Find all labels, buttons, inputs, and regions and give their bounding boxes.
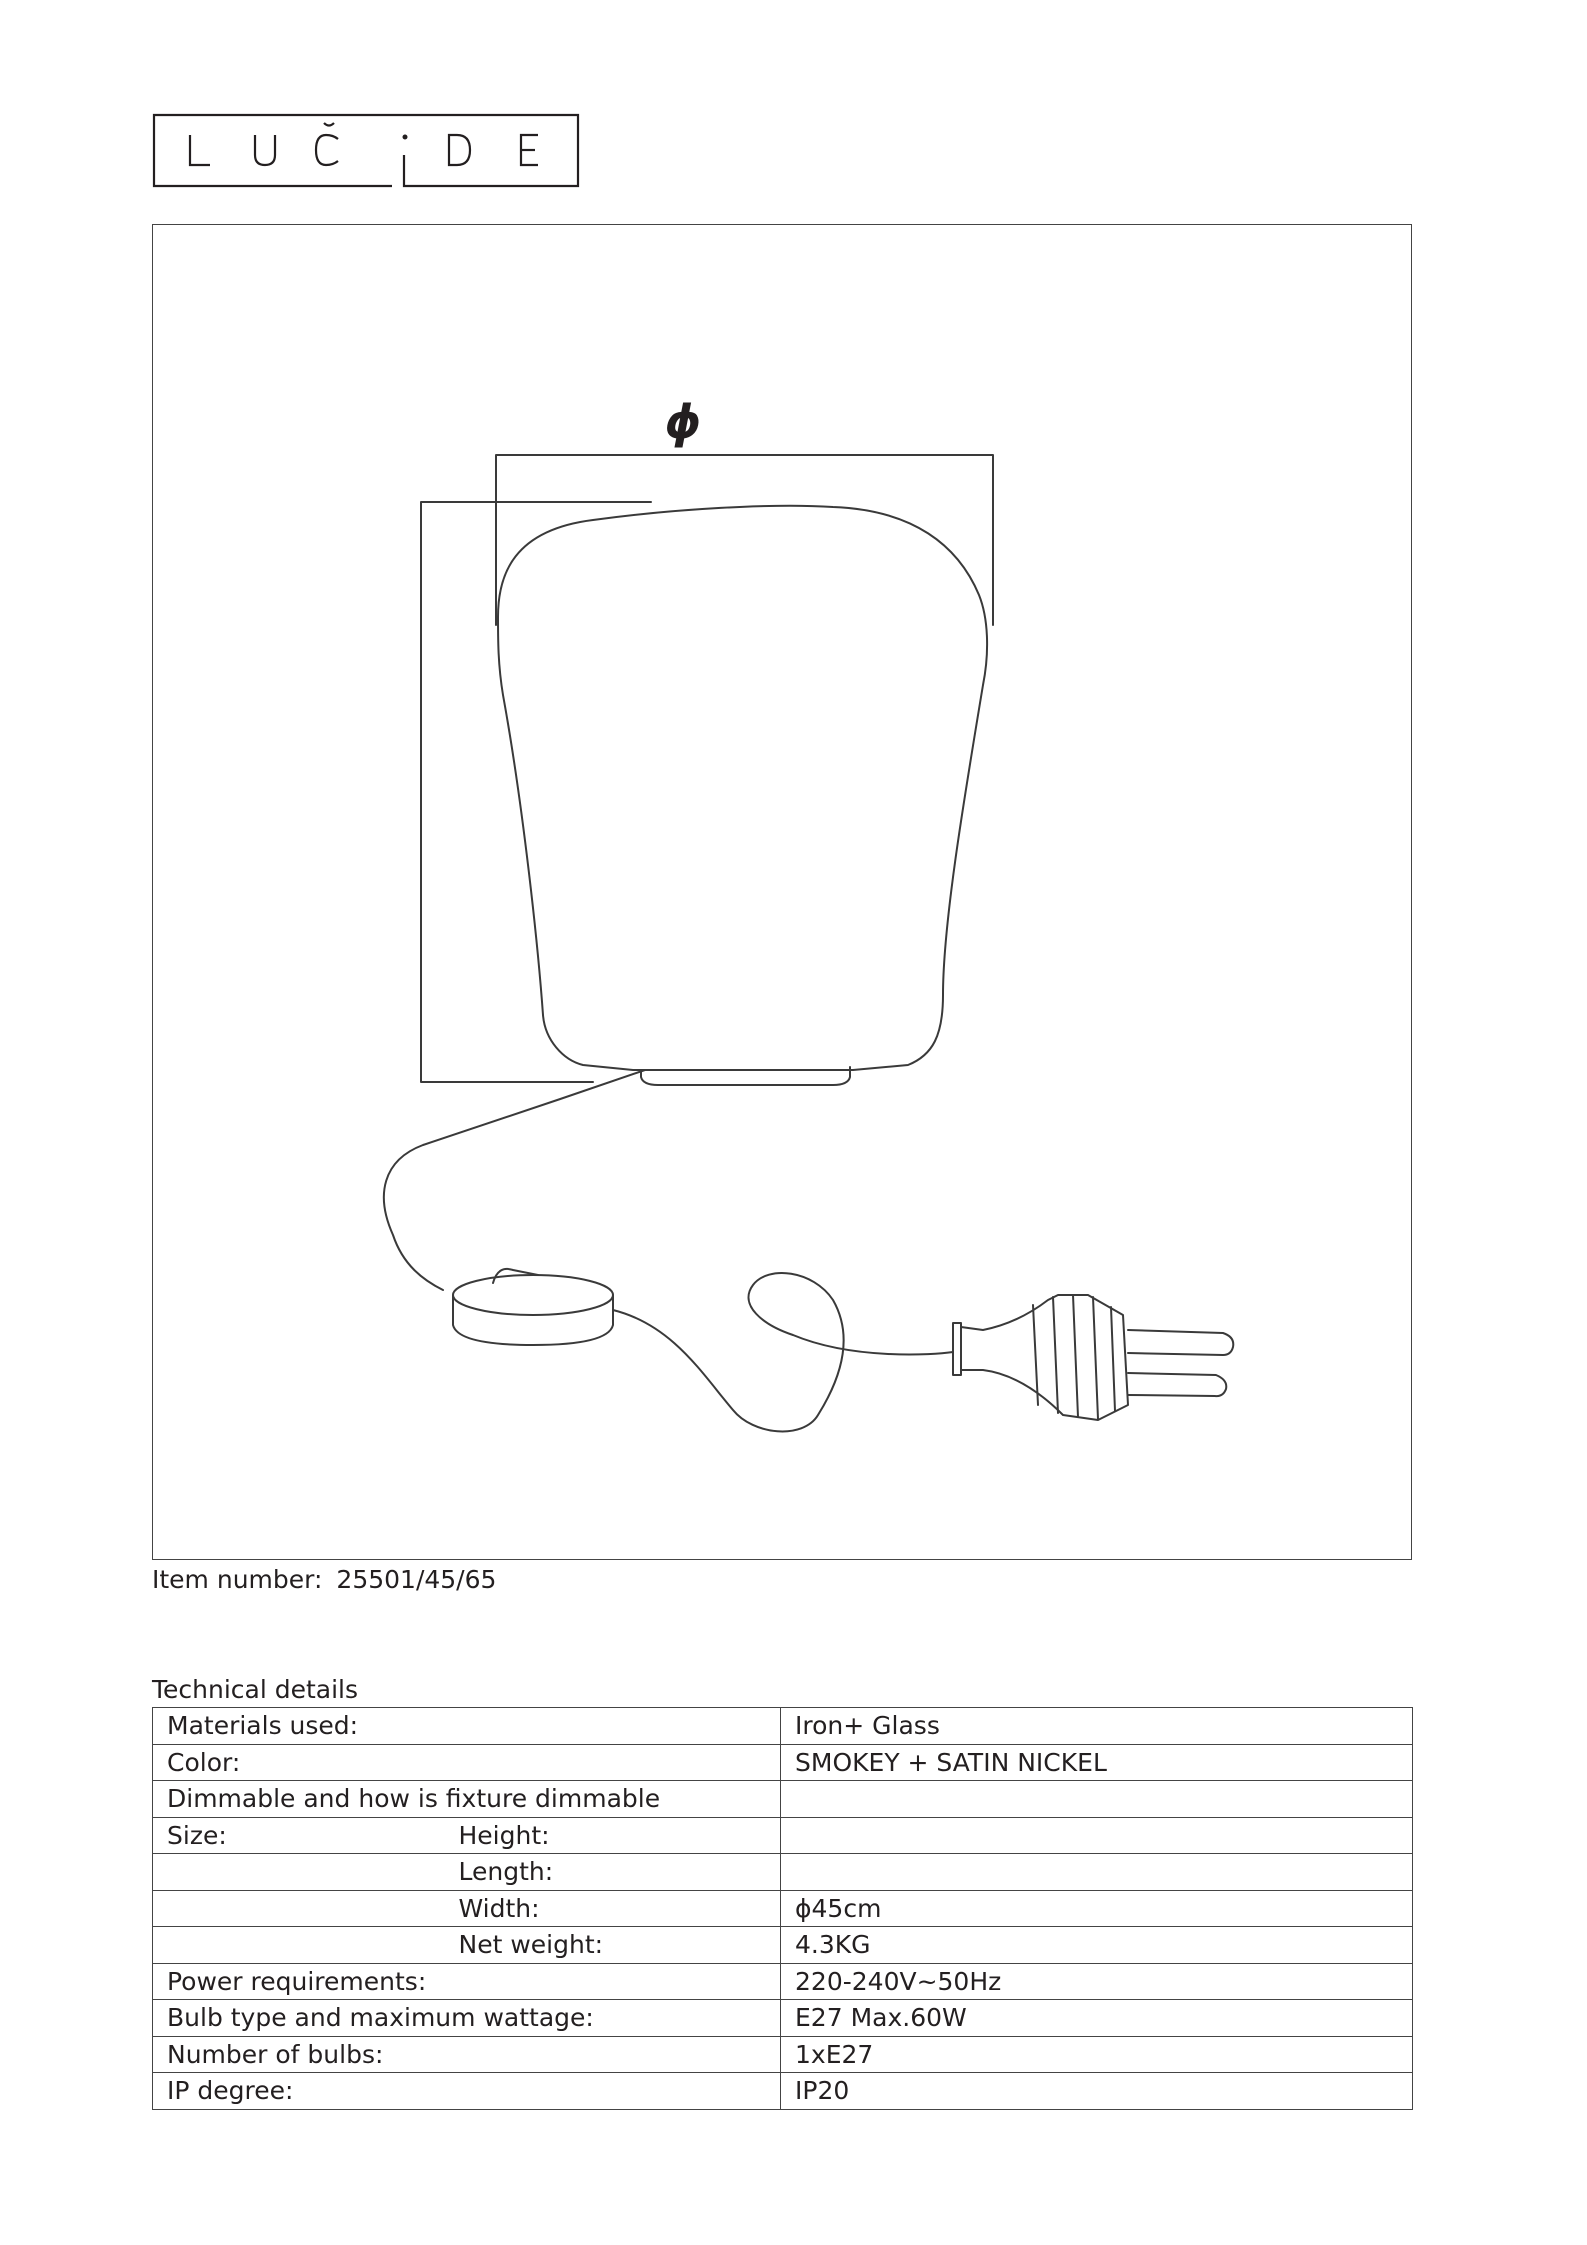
row-label: Number of bulbs: [153, 2036, 781, 2073]
row-label: Materials used: [153, 1708, 781, 1745]
height-dimension-line [421, 502, 651, 1082]
plug-body [953, 1323, 961, 1375]
table-row [153, 2073, 1413, 2110]
row-label: Bulb type and maximum wattage: [153, 2000, 781, 2037]
lucide-logo [152, 113, 580, 188]
table-row [153, 1708, 1413, 1745]
row-value: IP20 [781, 2073, 1413, 2110]
row-sublabel: Width: [459, 1890, 781, 1927]
table-row [153, 1817, 1413, 1854]
row-value: 4.3KG [781, 1927, 1413, 1964]
item-number-label: Item number: [152, 1565, 323, 1594]
row-value [781, 1781, 1413, 1818]
table-row [153, 1744, 1413, 1781]
width-dimension-line [496, 455, 993, 625]
technical-details-table [152, 1707, 1413, 2110]
row-label: Size: [153, 1817, 459, 1854]
item-number-line [152, 1563, 496, 1597]
table-row [153, 1854, 1413, 1891]
plug-pin-bottom [1128, 1373, 1226, 1396]
technical-details-caption: Technical details [152, 1675, 359, 1704]
row-value: 220-240V~50Hz [781, 1963, 1413, 2000]
row-value: E27 Max.60W [781, 2000, 1413, 2037]
row-value: Iron+ Glass [781, 1708, 1413, 1745]
row-label: IP degree: [153, 2073, 781, 2110]
table-row [153, 1781, 1413, 1818]
table-row [153, 1963, 1413, 2000]
diameter-symbol: ϕ [664, 395, 702, 449]
table-row [153, 2036, 1413, 2073]
table-row [153, 1890, 1413, 1927]
row-sublabel: Length: [459, 1854, 781, 1891]
row-label: Power requirements: [153, 1963, 781, 2000]
table-row [153, 2000, 1413, 2037]
row-label [153, 1890, 459, 1927]
row-sublabel: Net weight: [459, 1927, 781, 1964]
table-row [153, 1927, 1413, 1964]
row-value: ϕ45cm [781, 1890, 1413, 1927]
row-label: Color: [153, 1744, 781, 1781]
row-value: SMOKEY + SATIN NICKEL [781, 1744, 1413, 1781]
lamp-illustration [153, 225, 1413, 1561]
product-drawing [152, 224, 1412, 1560]
cable [384, 1070, 645, 1290]
row-value [781, 1817, 1413, 1854]
row-label: Dimmable and how is fixture dimmable [153, 1781, 781, 1818]
row-label [153, 1854, 459, 1891]
switch-body [453, 1275, 613, 1315]
lucide-logo-icon [152, 113, 580, 188]
plug-pin-top [1128, 1330, 1233, 1355]
item-number-value: 25501/45/65 [336, 1565, 497, 1594]
row-value: 1xE27 [781, 2036, 1413, 2073]
row-sublabel: Height: [459, 1817, 781, 1854]
lamp-shade [498, 506, 987, 1070]
row-label [153, 1927, 459, 1964]
row-value [781, 1854, 1413, 1891]
